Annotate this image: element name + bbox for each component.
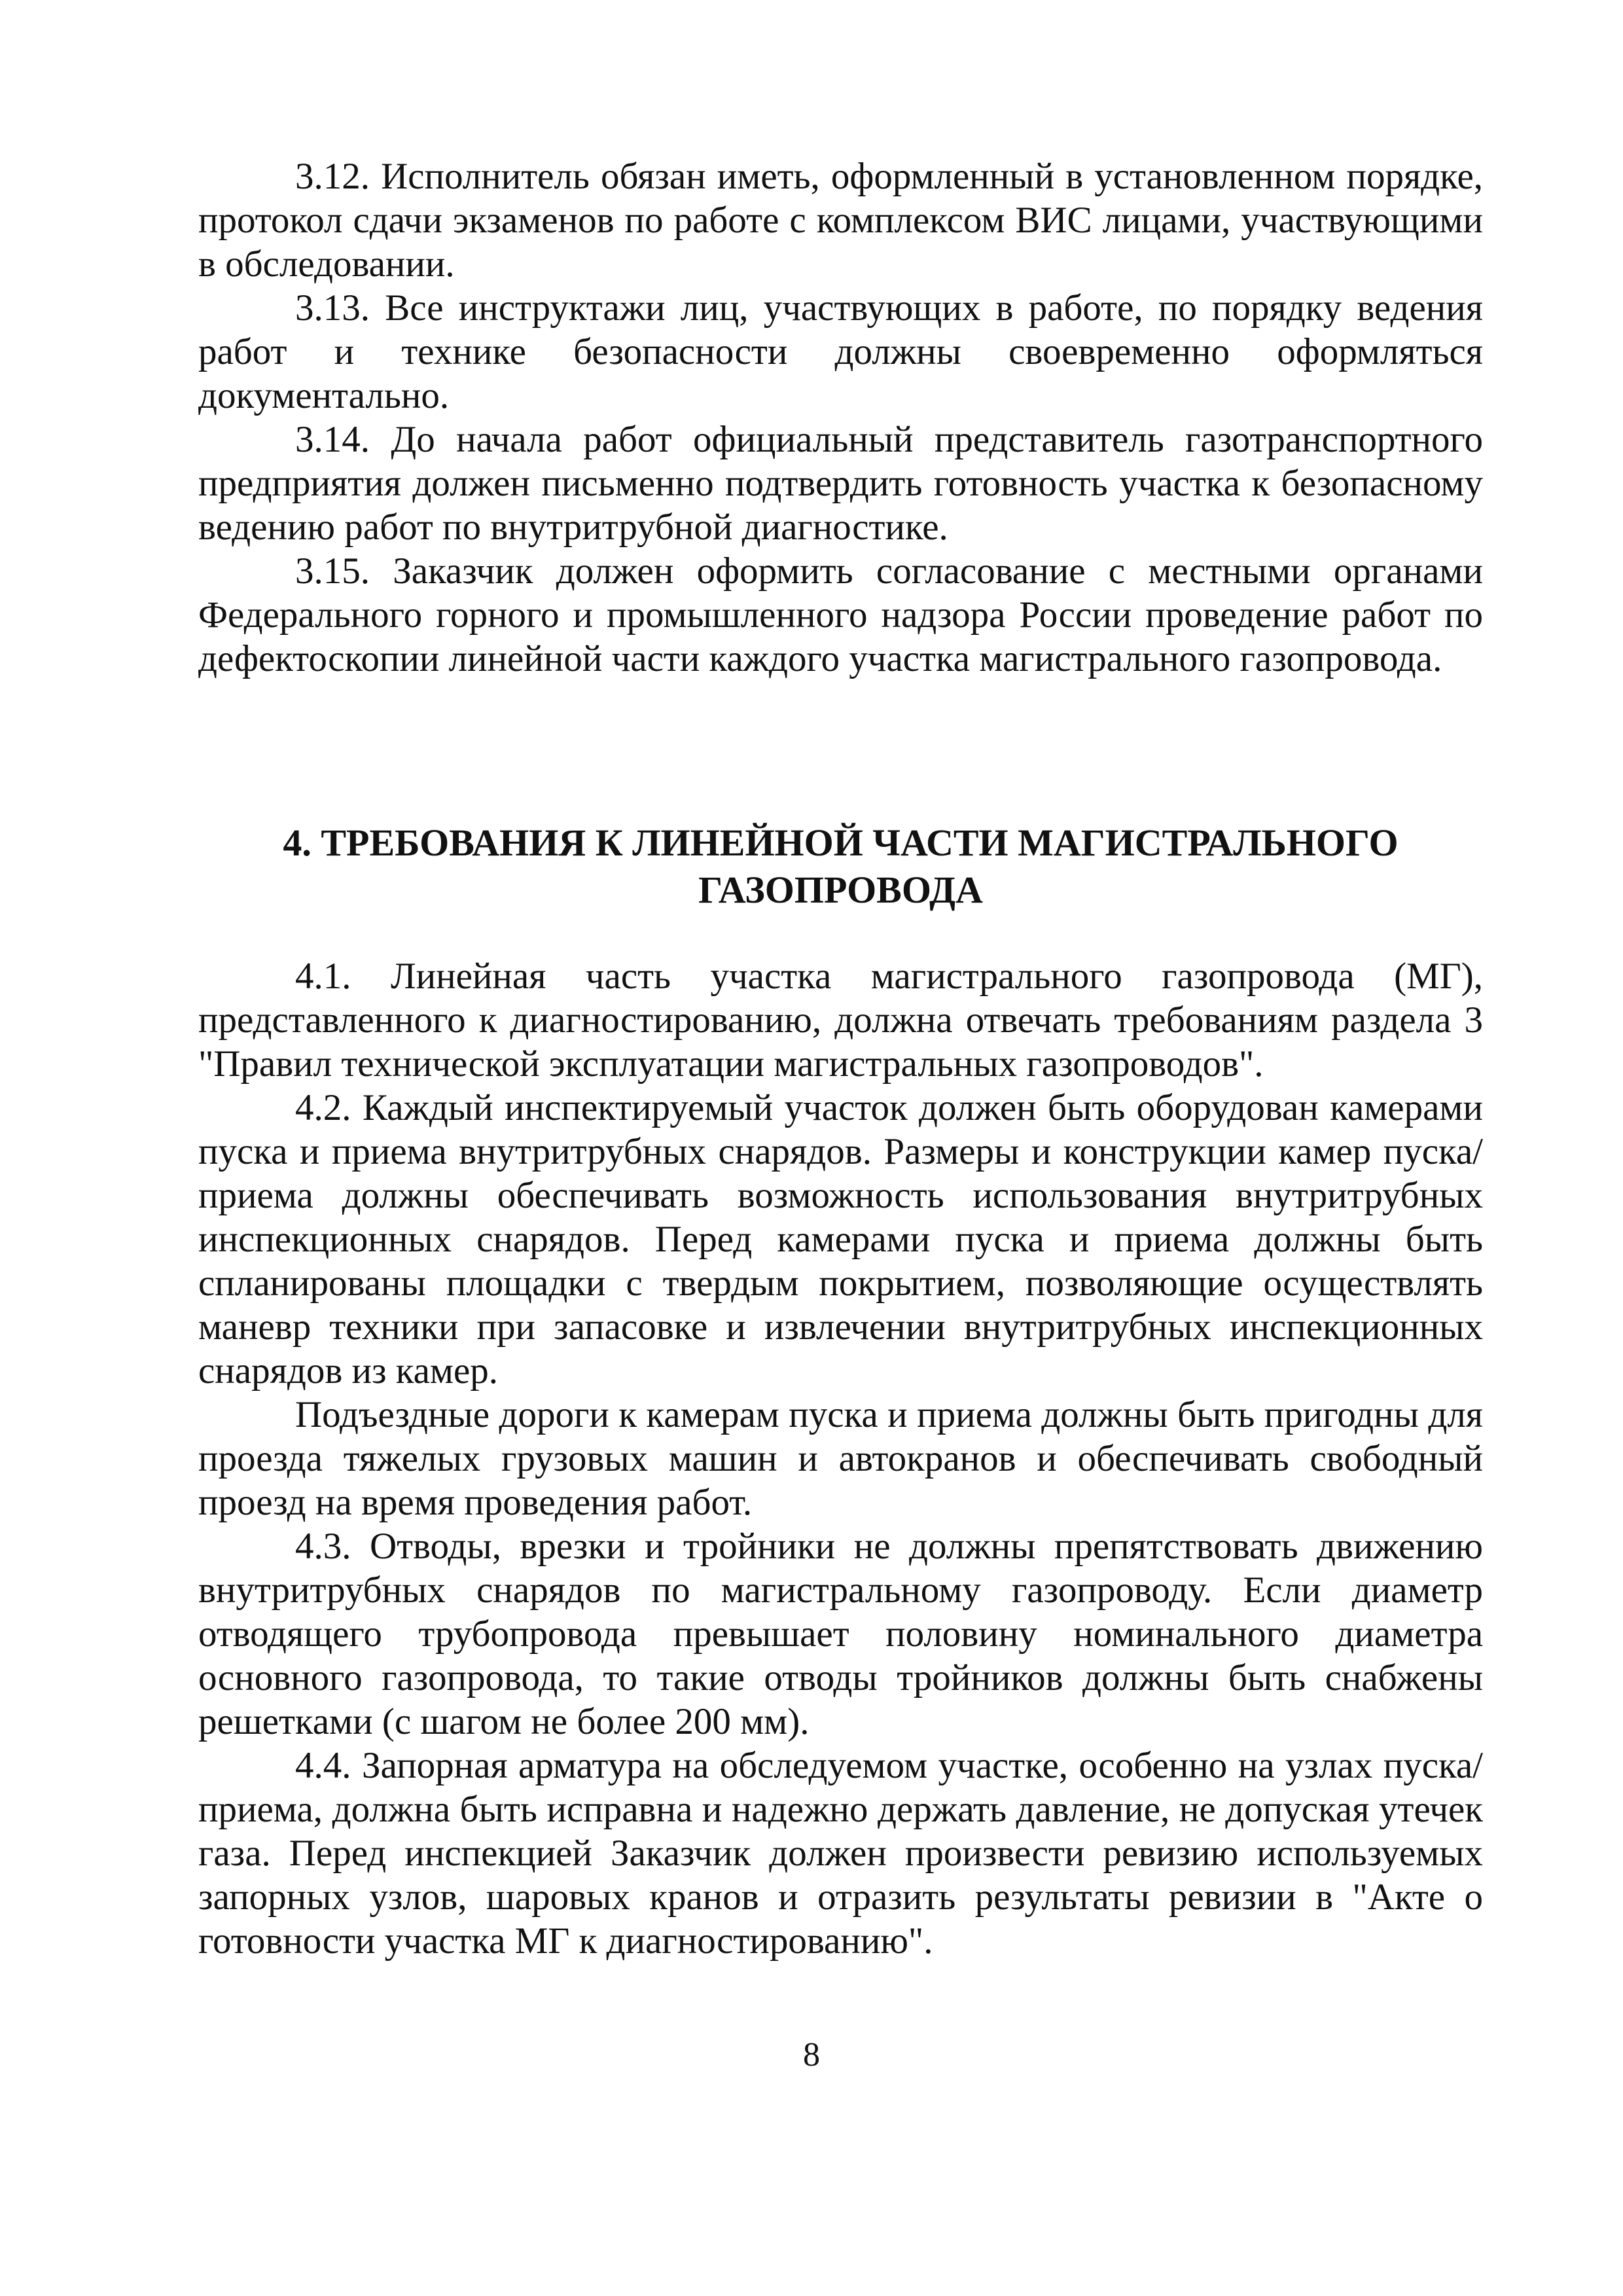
section-3-text xyxy=(198,154,1483,681)
page-number: 8 xyxy=(803,2036,820,2073)
paragraph-access-roads: Подъездные дороги к камерам пуска и приема должны быть пригодны для проезда тяжелых грузовых машин и автокранов и обеспечивать свободный проезд на время проведения работ. xyxy=(198,1394,1483,1523)
paragraph-4-3: 4.3. Отводы, врезки и тройники не должны препятствовать движению внутритрубных снарядов по магистральному газопроводу. Если диаметр отводящего трубопровода превышает половину номинального диаметра основного газопровода, то такие отводы тройников должны быть снабжены решетками (с шагом не более 200 мм). xyxy=(198,1526,1483,1742)
section-4-heading-line-2: ГАЗОПРОВОДА xyxy=(698,869,983,911)
section-4-heading-line-1: 4. ТРЕБОВАНИЯ К ЛИНЕЙНОЙ ЧАСТИ МАГИСТРАЛЬНОГО xyxy=(283,821,1399,864)
section-4-heading xyxy=(198,819,1483,914)
paragraph-3-13: 3.13. Все инструктажи лиц, участвующих в работе, по порядку ведения работ и технике безопасности должны своевременно оформляться документально. xyxy=(198,287,1483,416)
paragraph-4-2: 4.2. Каждый инспектируемый участок должен быть оборудован камерами пуска и приема внутритрубных снарядов. Размеры и конструкции камер пуска/приема должны обеспечивать возможность использования внутритрубных инспекционных снарядов. Перед камерами пуска и приема должны быть спланированы площадки с твердым покрытием, позволяющие осуществлять маневр техники при запасовке и извлечении внутритрубных инспекционных снарядов из камер. xyxy=(198,1087,1483,1391)
paragraph-3-12: 3.12. Исполнитель обязан иметь, оформленный в установленном порядке, протокол сдачи экзаменов по работе с комплексом ВИС лицами, участвующими в обследовании. xyxy=(198,156,1483,285)
paragraph-3-15: 3.15. Заказчик должен оформить согласование с местными органами Федерального горного и промышленного надзора России проведение работ по дефектоскопии линейной части каждого участка магистрального газопровода. xyxy=(198,550,1483,679)
section-4-text xyxy=(198,954,1483,1963)
paragraph-4-4: 4.4. Запорная арматура на обследуемом участке, особенно на узлах пуска/приема, должна быть исправна и надежно держать давление, не допуская утечек газа. Перед инспекцией Заказчик должен произвести ревизию используемых запорных узлов, шаровых кранов и отразить результаты ревизии в "Акте о готовности участка МГ к диагностированию". xyxy=(198,1745,1483,1962)
paragraph-4-1: 4.1. Линейная часть участка магистрального газопровода (МГ), представленного к диагностированию, должна отвечать требованиям раздела 3 "Правил технической эксплуатации магистральных газопроводов". xyxy=(198,956,1483,1085)
paragraph-3-14: 3.14. До начала работ официальный представитель газотранспортного предприятия должен письменно подтвердить готовность участка к безопасному ведению работ по внутритрубной диагностике. xyxy=(198,419,1483,548)
